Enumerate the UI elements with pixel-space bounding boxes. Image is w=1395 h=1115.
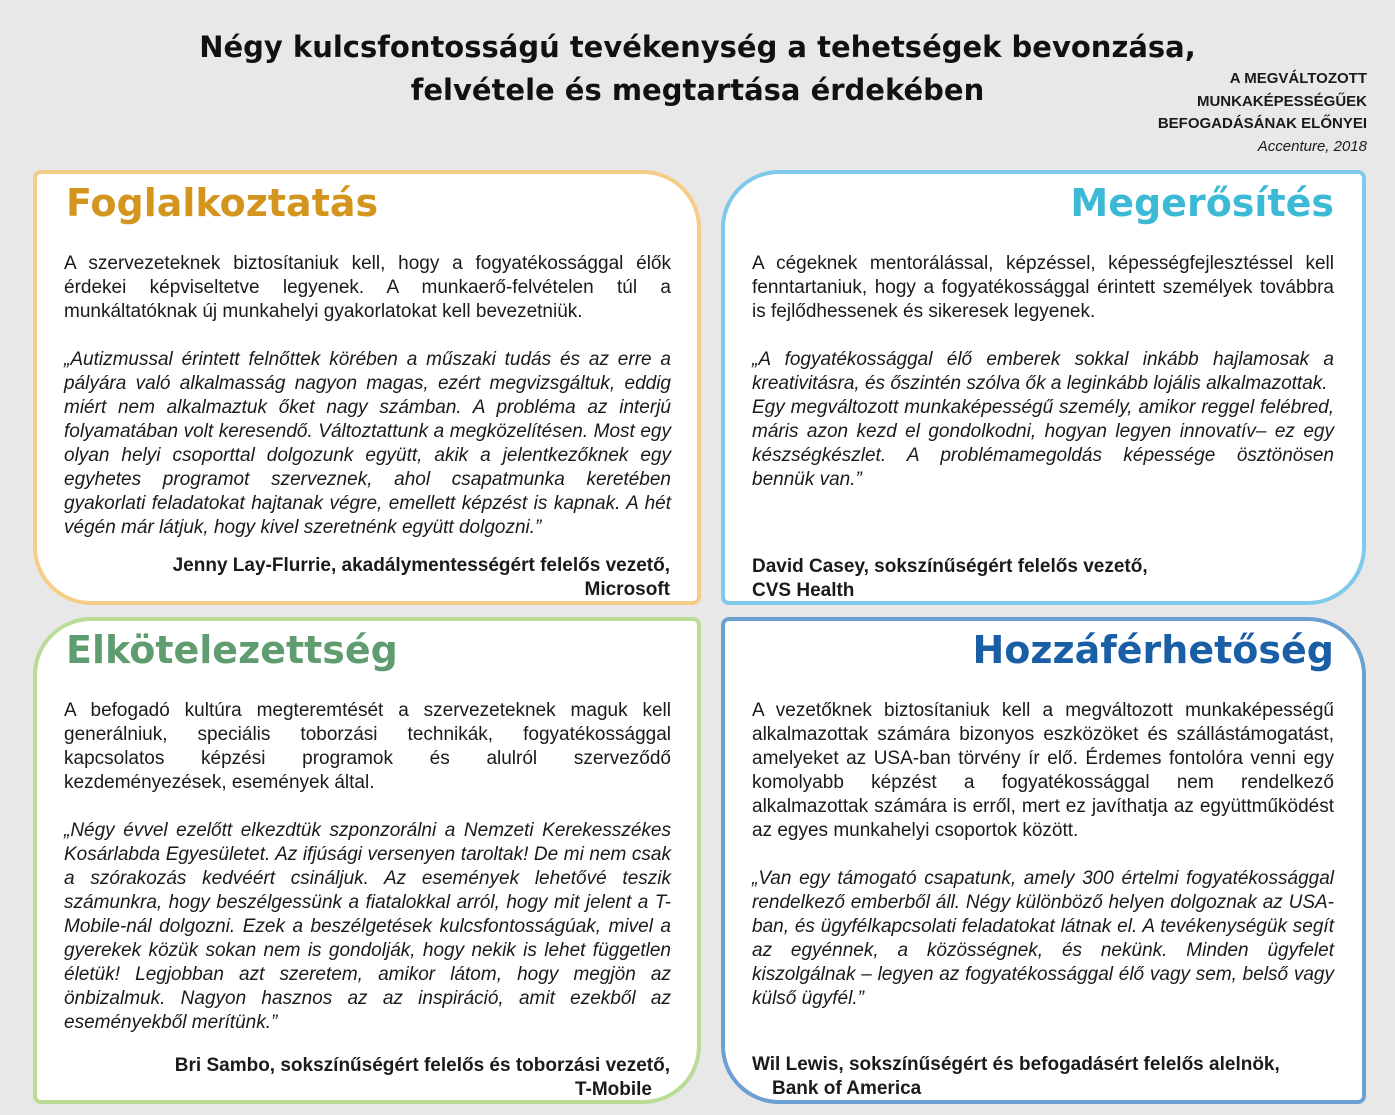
card-quote-part-2: Egy megváltozott munkaképességű személy, amikor reggel felébred, máris azon kezd el gondolkodni, hogyan legyen innovatív– ez egy készségkészlet. A problémamegoldás képessége ösztönösen bennük van.” — [752, 397, 1334, 490]
card-heading-hozzaferhetoseg: Hozzáférhetőség — [972, 628, 1334, 672]
attribution-company: CVS Health — [752, 580, 855, 601]
attribution-person: David Casey, sokszínűségért felelős vezető, — [752, 556, 1148, 577]
source-reference: Accenture, 2018 — [1257, 137, 1367, 155]
card-hozzaferhetoseg — [721, 617, 1366, 1104]
card-intro: A cégeknek mentorálással, képzéssel, képességfejlesztéssel kell fenntartaniuk, hogy a fogyatékossággal érintett személyek továbbra is fejlődhessenek és sikeresek legyenek. — [752, 253, 1334, 322]
source-line-2: MUNKAKÉPESSÉGŰEK — [1196, 92, 1367, 110]
attribution-company: T-Mobile — [574, 1079, 652, 1100]
attribution-person: Jenny Lay-Flurrie, akadálymentességért felelős vezető, — [172, 555, 670, 576]
card-attribution — [173, 554, 670, 602]
attribution-person: Wil Lewis, sokszínűségért és befogadásért felelős alelnök, — [752, 1054, 1280, 1075]
card-quote-part-1: „A fogyatékossággal élő emberek sokkal inkább hajlamosak a kreativitásra, és őszintén szólva ők a leginkább lojális alkalmazottak. — [752, 349, 1334, 394]
page-title-line-2: felvétele és megtartása érdekében — [410, 73, 985, 107]
card-foglalkoztatas — [33, 170, 701, 605]
source-line-3: BEFOGADÁSÁNAK ELŐNYEI — [1157, 115, 1367, 132]
card-elkotelezettseg — [33, 617, 701, 1104]
attribution-person: Bri Sambo, sokszínűségért felelős és toborzási vezető, — [174, 1055, 670, 1076]
card-heading-foglalkoztatas: Foglalkoztatás — [66, 181, 379, 225]
card-intro: A befogadó kultúra megteremtését a szervezeteknek maguk kell generálniuk, speciális toborzási technikák, fogyatékossággal kapcsolatos képzési programok és alulról szerveződő kezdeményezések, események által. — [64, 700, 671, 793]
card-body — [64, 252, 671, 540]
card-intro: A szervezeteknek biztosítaniuk kell, hogy a fogyatékossággal élők érdekei képviseltetve legyenek. A munkaerő-felvételen túl a munkáltatóknak új munkahelyi gyakorlatokat kell bevezetniük. — [64, 253, 671, 322]
card-body — [752, 699, 1334, 1011]
card-quote: „Van egy támogató csapatunk, amely 300 értelmi fogyatékossággal rendelkező emberből áll. Négy különböző helyen dolgoznak az USA-ban, és ügyfélkapcsolati feladatokat látnak el. A tevékenységük segít az egyénnek, a közösségnek, és nekünk. Minden ügyfelet kiszolgálnak – legyen az fogyatékossággal élő vagy sem, belső vagy külső ügyfél.” — [752, 868, 1334, 1009]
card-body — [752, 252, 1334, 492]
card-body — [64, 699, 671, 1035]
source-line-1: A MEGVÁLTOZOTT — [1229, 70, 1367, 87]
card-quote: „Autizmussal érintett felnőttek körében a műszaki tudás és az erre a pályára való alkalmasság nagyon magas, ezért megvizsgáltuk, eddig miért nem alkalmaztuk őket nagy számban. A probléma az interjú folyamatában volt keresendő. Változtattunk a megközelítésen. Most egy olyan helyi csoporttal dolgozunk együtt, akik a jelentkezőknek egy egyhetes programot szerveznek, ahol csapatmunka keretében gyakorlati feladatokat hajtanak végre, emellett képzést is kapnak. A hét végén már látjuk, hogy kivel szeretnénk együtt dolgozni.” — [64, 349, 671, 538]
card-attribution — [752, 555, 1148, 603]
card-intro: A vezetőknek biztosítaniuk kell a megváltozott munkaképességű alkalmazottak számára bizonyos eszközöket és szállástámogatást, amelyeket az USA-ban törvény ír elő. Érdemes fontolóra venni egy komolyabb képzést a fogyatékossággal nem rendelkező alkalmazottak számára is erről, mert ez javíthatja az együttműködést az egyes munkahelyi csoportok között. — [752, 700, 1334, 841]
card-heading-megerosites: Megerősítés — [1070, 181, 1334, 225]
card-heading-elkotelezettseg: Elkötelezettség — [66, 628, 398, 672]
source-citation — [1067, 68, 1367, 158]
card-attribution — [752, 1053, 1280, 1101]
page-title-line-1: Négy kulcsfontosságú tevékenység a tehetségek bevonzása, — [199, 30, 1196, 64]
card-quote: „Négy évvel ezelőtt elkezdtük szponzorálni a Nemzeti Kerekesszékes Kosárlabda Egyesületet. Az ifjúsági versenyen taroltak! De mi nem csak a szórakozás kedvéért csináljuk. Az események lehetővé teszik számunkra, hogy beszélgessünk a fiatalokkal arról, hogy mit jelent a T-Mobile-nál dolgozni. Ezek a beszélgetések kulcsfontosságúak, mivel a gyerekek közük sokan nem is gondolják, hogy nekik is lehet független életük! Legjobban azt szeretem, amikor látom, hogy megjön az önbizalmuk. Nagyon hasznos az az inspiráció, amit ezekből az eseményekből merítünk.” — [64, 820, 671, 1033]
card-attribution — [175, 1054, 670, 1102]
card-megerosites — [721, 170, 1366, 605]
attribution-company: Microsoft — [584, 579, 670, 600]
attribution-company: Bank of America — [772, 1078, 922, 1099]
